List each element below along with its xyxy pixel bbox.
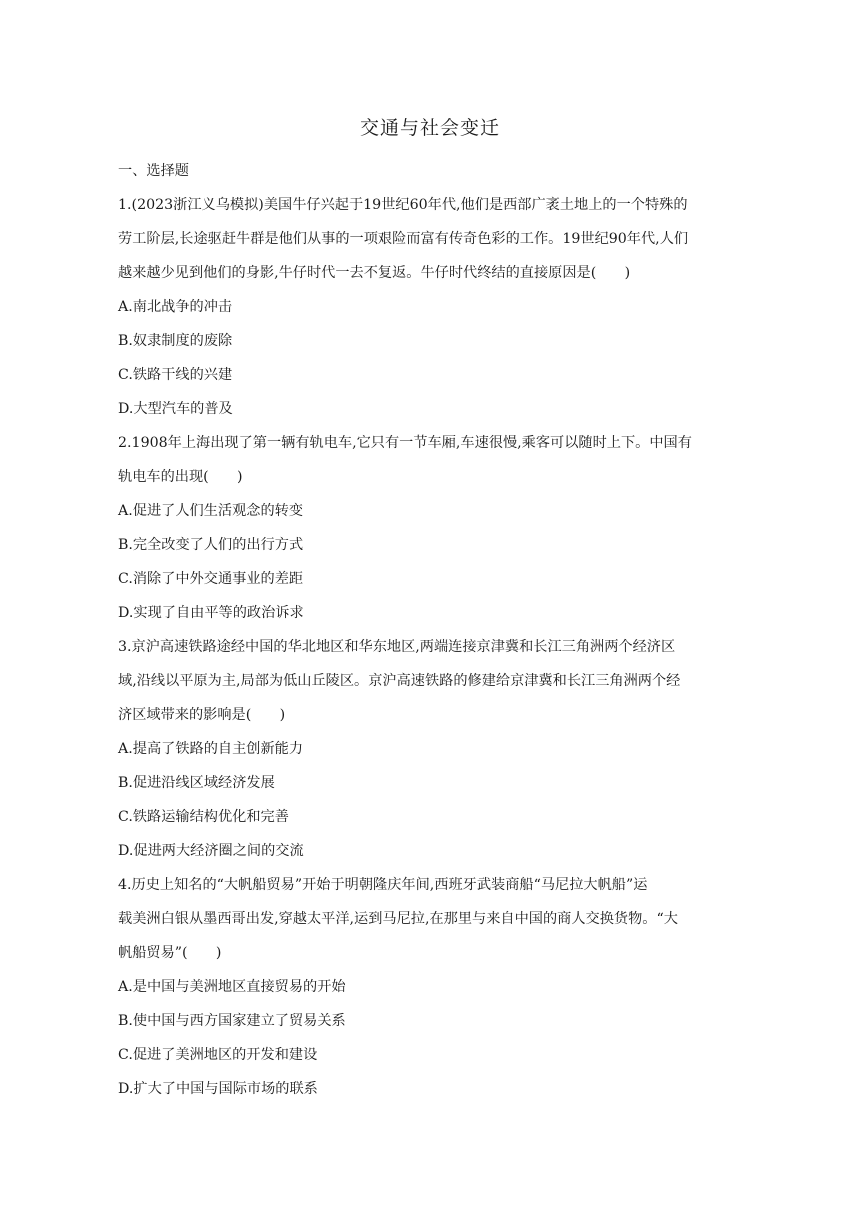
question-1-line-1: 1.(2023浙江义乌模拟)美国牛仔兴起于19世纪60年代,他们是西部广袤土地上的一个特殊的: [118, 197, 688, 213]
question-4-option-a: A.是中国与美洲地区直接贸易的开始: [118, 979, 346, 995]
question-4-line-1: 4.历史上知名的“大帆船贸易”开始于明朝隆庆年间,西班牙武装商船“马尼拉大帆船”运: [118, 877, 648, 893]
question-1-option-b: B.奴隶制度的废除: [118, 333, 233, 349]
question-2: [118, 426, 746, 630]
question-4-option-b: B.使中国与西方国家建立了贸易关系: [118, 1013, 346, 1029]
question-1-option-c: C.铁路干线的兴建: [118, 367, 233, 383]
document-body: [118, 154, 746, 1106]
question-2-line-1: 2.1908年上海出现了第一辆有轨电车,它只有一节车厢,车速很慢,乘客可以随时上下。中国有: [118, 435, 692, 451]
question-3-option-b: B.促进沿线区域经济发展: [118, 775, 275, 791]
question-3-line-2: 域,沿线以平原为主,局部为低山丘陵区。京沪高速铁路的修建给京津冀和长江三角洲两个经: [118, 673, 681, 689]
question-4-option-c: C.促进了美洲地区的开发和建设: [118, 1047, 318, 1063]
question-1-line-3: 越来越少见到他们的身影,牛仔时代一去不复返。牛仔时代终结的直接原因是( ): [118, 265, 631, 281]
question-4-line-3: 帆船贸易”( ): [118, 945, 222, 961]
question-3-line-3: 济区域带来的影响是( ): [118, 707, 286, 723]
question-2-option-b: B.完全改变了人们的出行方式: [118, 537, 304, 553]
question-4-line-2: 载美洲白银从墨西哥出发,穿越太平洋,运到马尼拉,在那里与来自中国的商人交换货物。“大: [118, 911, 678, 927]
question-3: [118, 630, 746, 868]
question-2-option-c: C.消除了中外交通事业的差距: [118, 571, 304, 587]
question-3-line-1: 3.京沪高速铁路途经中国的华北地区和华东地区,两端连接京津冀和长江三角洲两个经济区: [118, 639, 676, 655]
page-title: 交通与社会变迁: [359, 117, 500, 139]
question-1: [118, 188, 746, 426]
question-2-option-d: D.实现了自由平等的政治诉求: [118, 605, 304, 621]
section-heading: 一、选择题: [118, 163, 189, 179]
question-1-option-a: A.南北战争的冲击: [118, 299, 233, 315]
question-4-option-d: D.扩大了中国与国际市场的联系: [118, 1081, 318, 1097]
question-3-option-a: A.提高了铁路的自主创新能力: [118, 741, 304, 757]
question-2-line-2: 轨电车的出现( ): [118, 469, 243, 485]
question-2-option-a: A.促进了人们生活观念的转变: [118, 503, 304, 519]
question-4: [118, 868, 746, 1106]
question-3-option-c: C.铁路运输结构优化和完善: [118, 809, 289, 825]
question-3-option-d: D.促进两大经济圈之间的交流: [118, 843, 304, 859]
question-1-option-d: D.大型汽车的普及: [118, 401, 233, 417]
question-1-line-2: 劳工阶层,长途驱赶牛群是他们从事的一项艰险而富有传奇色彩的工作。19世纪90年代,人们: [118, 231, 689, 247]
